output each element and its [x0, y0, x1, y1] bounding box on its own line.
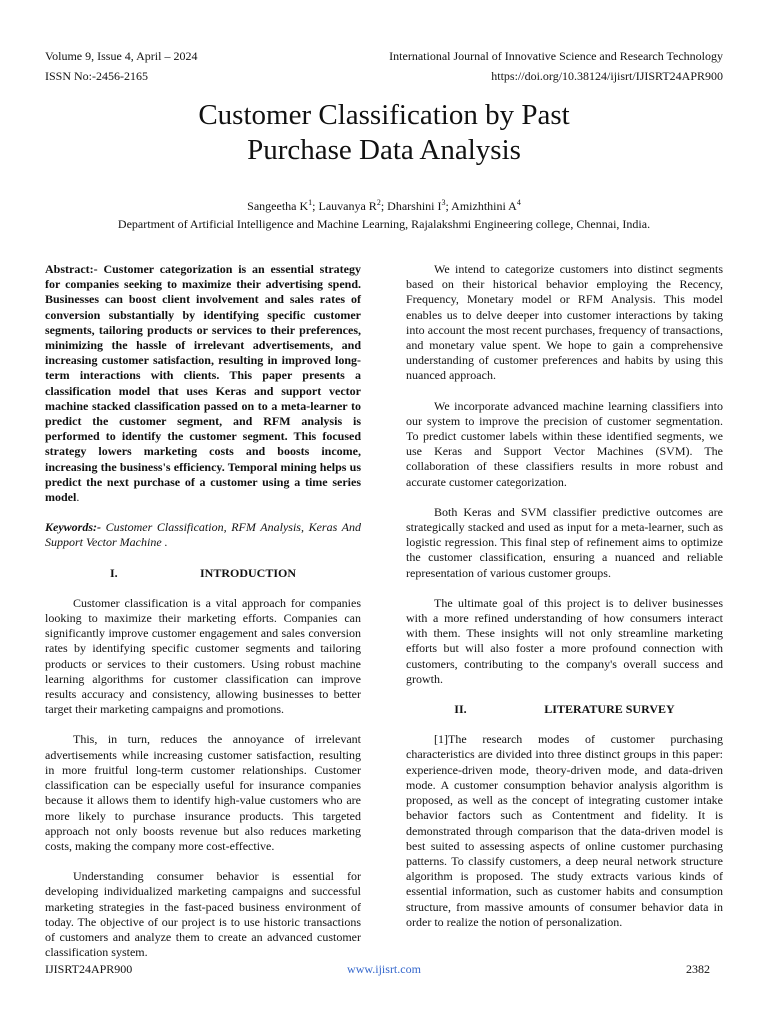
paper-title-line-2: Purchase Data Analysis [247, 134, 521, 166]
body-paragraph: [1]The research modes of customer purchasing characteristics are divided into three distinct groups in this paper: experience-driven mode, theory-driven mode, and data-driven mode. A customer consumption behavior analysis algorithm is proposed, as well as the concept of integrating customer intake behavior factors such as Contentment and fidelity. It is demonstrated through comparison that the data-driven model is best suited to assessing aspects of online customer purchasing patterns. To classify customers, a deep neural network structure algorithm is proposed. The study extracts various kinds of essential information, such as customer habits and consumption structure, from massive amounts of consumer behavior data in order to realize the notion of personalization. [406, 732, 723, 929]
left-column [45, 262, 361, 975]
body-paragraph: Both Keras and SVM classifier predictive outcomes are strategically stacked and used as input for a meta-learner, such as logistic regression. This final step of refinement aims to optimize the customer classification, ensuring a nuanced and reliable representation of various customer groups. [406, 504, 723, 580]
body-paragraph: We incorporate advanced machine learning classifiers into our system to improve the precision of customer segmentation. To predict customer labels within these identified segments, we use Keras and Support Vector Machines (SVM). The collaboration of these classifiers results in more robust and accurate customer categorization. [406, 398, 723, 489]
footer-website-link[interactable]: www.ijisrt.com [347, 962, 421, 976]
journal-name: International Journal of Innovative Science and Research Technology [389, 49, 723, 63]
volume-info: Volume 9, Issue 4, April – 2024 [45, 49, 198, 63]
section-heading-literature-survey: II. LITERATURE SURVEY [454, 702, 675, 717]
author-3: Dharshini $I^3$; [387, 198, 452, 213]
author-list [0, 199, 768, 213]
right-column [406, 262, 723, 945]
footer-paper-id: IJISRT24APR900 [45, 962, 133, 976]
body-paragraph: This, in turn, reduces the annoyance of irrelevant advertisements while increasing customer satisfaction, resulting in more fruitful long-term customer relationships. Customer classification can be especially useful for insurance companies because it allows them to identify high-value customers who are more likely to purchase insurance products. This targeted approach not only boosts revenue but also reduces marketing costs, making the company more cost-effective. [45, 732, 361, 853]
author-2: Lauvanya $R^2$; [318, 198, 388, 213]
author-4: Amizhthini $A^4$ [451, 198, 521, 213]
body-paragraph: The ultimate goal of this project is to deliver businesses with a more refined understanding of how consumers interact with them. These insights will not only streamline marketing efforts but will also foster a more profound connection with customers, contributing to the company's overall success and growth. [406, 595, 723, 686]
paper-title-line-1: Customer Classification by Past [198, 99, 570, 131]
page-number: 2382 [686, 962, 710, 976]
abstract: Abstract:- Customer categorization is an essential strategy for companies seeking to maximize their advertising spend. Businesses can boost client involvement and sales rates of conversion substantially by identifying specific customer segments, tailoring products or services to their preferences, minimizing the hassle of irrelevant advertisements, and increasing customer satisfaction, resulting in improved long-term interactions with clients. This paper presents a classification model that uses Keras and support vector machine stacked classification passed on to a meta-learner to predict the customer segment, and RFM analysis is performed to identify the customer segment. This focused strategy lowers marketing costs and boosts income, increasing the business's efficiency. Temporal mining helps us predict the next purchase of a customer using a time series model. [45, 262, 361, 505]
doi-link[interactable]: https://doi.org/10.38124/ijisrt/IJISRT24APR900 [491, 69, 723, 83]
affiliation: Department of Artificial Intelligence and Machine Learning, Rajalakshmi Engineering college, Chennai, India. [117, 217, 651, 231]
author-1: Sangeetha $K^1$; [247, 198, 319, 213]
body-paragraph: We intend to categorize customers into distinct segments based on their historical behavior employing the Recency, Frequency, Monetary model or RFM Analysis. This model enables us to delve deeper into customer interactions by taking into account the most recent purchases, frequency of transactions, and monetary value spent. We hope to gain a comprehensive understanding of customer preferences and habits by using this nuanced approach. [406, 262, 723, 383]
section-heading-introduction: I. INTRODUCTION [109, 565, 296, 580]
body-paragraph: Customer classification is a vital approach for companies looking to maximize their marketing efforts. Companies can significantly improve customer engagement and sales conversion rates by identifying specific customer segments and tailoring products or services to their customers. Using robust machine learning algorithms for customer classification can improve results accuracy and consistency, allowing businesses to better target their marketing campaigns and promotions. [45, 595, 361, 717]
body-paragraph: Understanding consumer behavior is essential for developing individualized marketing campaigns and successful marketing strategies in the fast-paced business environment of today. The objective of our project is to use historic transactions of customers and analyze them to create an advanced customer classification system. [45, 869, 361, 960]
paper-title [0, 98, 768, 168]
keywords: Keywords:- Customer Classification, RFM Analysis, Keras And Support Vector Machine . [45, 520, 361, 550]
issn: ISSN No:-2456-2165 [45, 69, 149, 83]
